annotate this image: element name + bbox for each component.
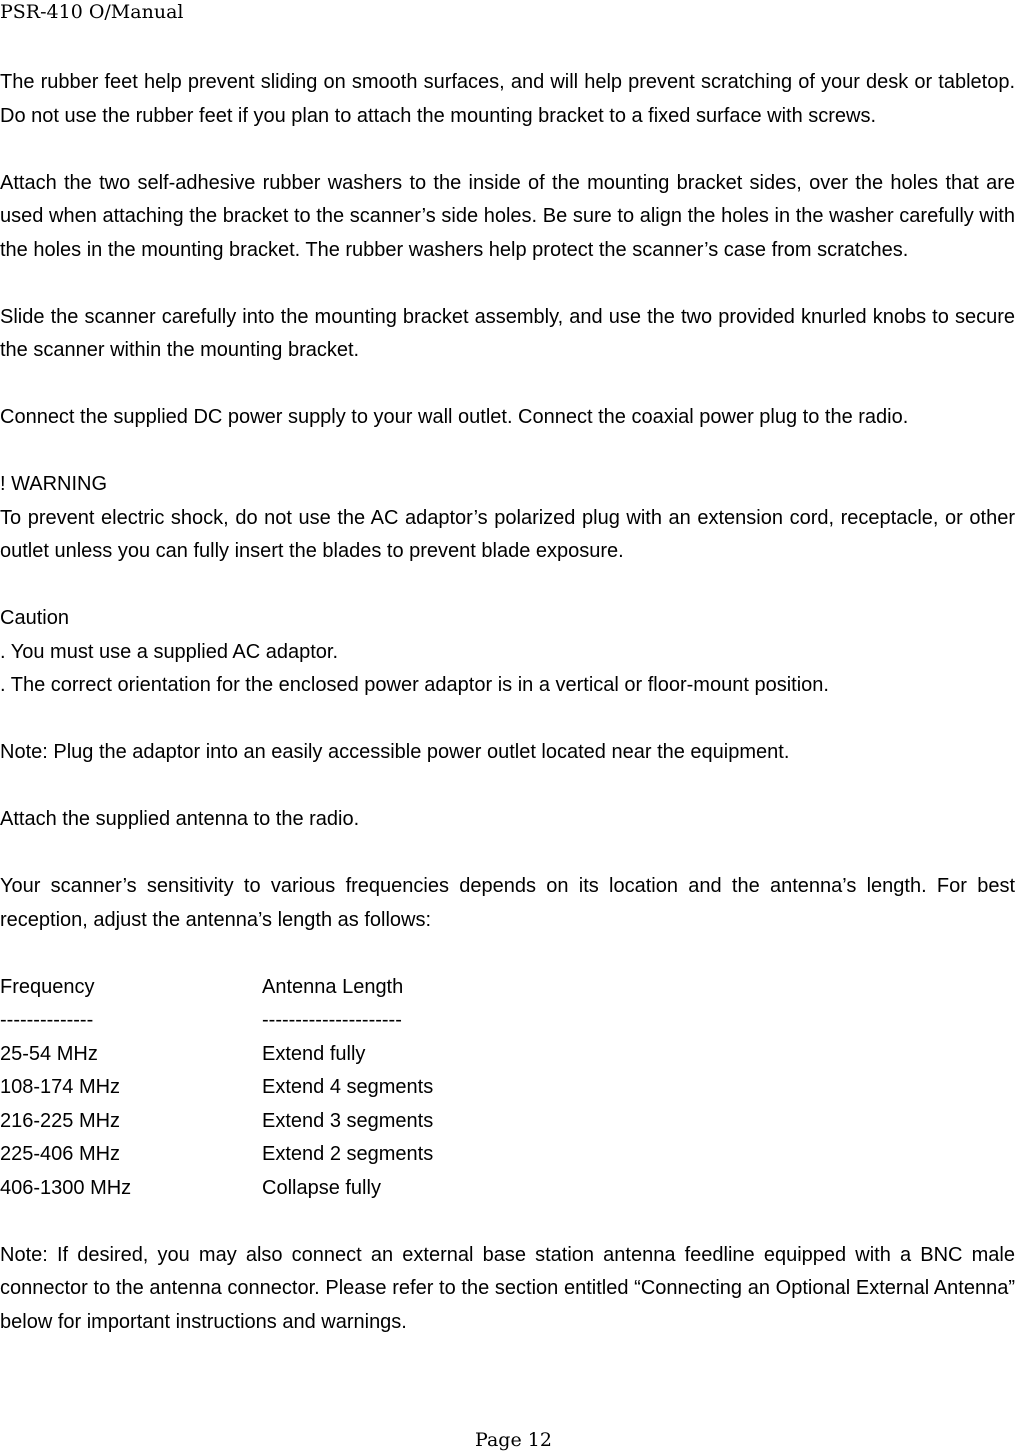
frequency-cell: 216-225 MHz	[0, 1109, 121, 1132]
sensitivity-paragraph: Your scanner’s sensitivity to various frequencies depends on its location and the antenna’s length. For best reception, adjust the antenna’s length as follows:	[0, 875, 1015, 931]
table-separator-row	[0, 1004, 1015, 1038]
length-cell: Extend 2 segments	[262, 1143, 434, 1165]
frequency-cell: 108-174 MHz	[0, 1076, 121, 1098]
length-cell: Collapse fully	[262, 1176, 381, 1199]
page-number: Page 12	[475, 1429, 552, 1451]
table-row	[0, 1038, 1015, 1072]
caution-item: . The correct orientation for the enclosed power adaptor is in a vertical or floor-mount position.	[0, 674, 829, 696]
length-cell: Extend fully	[262, 1042, 366, 1065]
header-antenna-length: Antenna Length	[262, 975, 404, 998]
caution-item: . You must use a supplied AC adaptor.	[0, 640, 339, 663]
external-antenna-note: Note: If desired, you may also connect an external base station antenna feedline equipped with a BNC male connector to the antenna connector. Please refer to the section entitled “Connecting an Optional External Antenna” below for important instructions and warnings.	[0, 1243, 1015, 1333]
page-content	[0, 66, 1015, 1339]
frequency-cell: 225-406 MHz	[0, 1143, 121, 1165]
header-frequency: Frequency	[0, 975, 95, 998]
caution-heading: Caution	[0, 607, 69, 629]
manual-header: PSR-410 O/Manual	[0, 1, 184, 23]
frequency-cell: 25-54 MHz	[0, 1042, 98, 1065]
connect-paragraph: Connect the supplied DC power supply to your wall outlet. Connect the coaxial power plug to the radio.	[0, 406, 909, 428]
frequency-cell: 406-1300 MHz	[0, 1176, 132, 1199]
table-row	[0, 1105, 1015, 1139]
length-cell: Extend 3 segments	[262, 1109, 434, 1132]
separator: --------------	[0, 1009, 94, 1031]
table-header-row	[0, 971, 1015, 1005]
table-row	[0, 1172, 1015, 1206]
length-cell: Extend 4 segments	[262, 1076, 434, 1098]
table-row	[0, 1138, 1015, 1172]
attach-antenna: Attach the supplied antenna to the radio.	[0, 808, 360, 830]
slide-paragraph: Slide the scanner carefully into the mounting bracket assembly, and use the two provided knurled knobs to secure the scanner within the mounting bracket.	[0, 305, 1015, 361]
warning-heading: ! WARNING	[0, 473, 108, 495]
washers-paragraph: Attach the two self-adhesive rubber washers to the inside of the mounting bracket sides, over the holes that are used when attaching the bracket to the scanner’s side holes. Be sure to align the holes in the washer carefully with the holes in the mounting bracket. The rubber washers help protect the scanner’s case from scratches.	[0, 171, 1015, 261]
note-plug: Note: Plug the adaptor into an easily accessible power outlet located near the equipment.	[0, 741, 790, 763]
warning-text: To prevent electric shock, do not use the AC adaptor’s polarized plug with an extension cord, receptacle, or other outlet unless you can fully insert the blades to prevent blade exposure.	[0, 506, 1015, 562]
table-row	[0, 1071, 1015, 1105]
antenna-table	[0, 971, 1015, 1206]
separator: ---------------------	[262, 1009, 402, 1031]
rubber-feet-paragraph: The rubber feet help prevent sliding on smooth surfaces, and will help prevent scratching of your desk or tabletop. Do not use the rubber feet if you plan to attach the mounting bracket to a fixed surface with screws.	[0, 71, 1015, 127]
